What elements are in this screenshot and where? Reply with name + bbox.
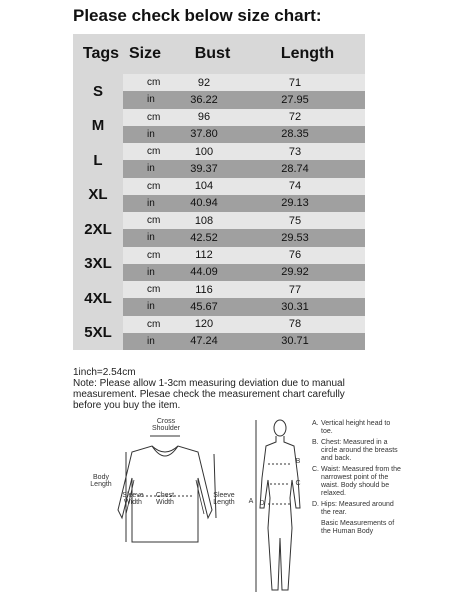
measurement-legend xyxy=(312,420,402,539)
length-cell: 72 xyxy=(288,111,302,124)
length-cell: 30.31 xyxy=(281,300,309,313)
length-cell: 28.74 xyxy=(281,162,309,175)
table-row xyxy=(123,281,365,298)
length-cell: 78 xyxy=(288,318,302,331)
unit-cell: in xyxy=(147,94,155,106)
size-group xyxy=(73,178,365,213)
human-body-icon xyxy=(250,418,310,598)
bust-cell: 120 xyxy=(194,318,214,331)
unit-cell: cm xyxy=(147,284,161,296)
length-cell: 71 xyxy=(288,76,302,89)
bust-cell: 104 xyxy=(194,180,214,193)
deviation-note-line-1: Note: Please allow 1-3cm measuring deviation due to manual xyxy=(73,378,345,389)
letter-a: A xyxy=(248,498,254,505)
bust-cell: 112 xyxy=(195,249,213,262)
size-tag: 5XL xyxy=(73,316,123,351)
unit-cell: cm xyxy=(147,215,161,227)
bust-cell: 44.09 xyxy=(190,266,218,279)
unit-cell: cm xyxy=(147,180,161,192)
bust-cell: 100 xyxy=(194,145,214,158)
header-bust: Bust xyxy=(194,45,231,62)
size-group xyxy=(73,212,365,247)
unit-cell: cm xyxy=(147,111,161,123)
table-row xyxy=(123,333,365,350)
letter-b: B xyxy=(295,458,301,465)
bust-cell: 36.22 xyxy=(190,93,218,106)
length-cell: 30.71 xyxy=(281,335,309,348)
size-tag: S xyxy=(73,74,123,109)
bust-cell: 108 xyxy=(194,214,214,227)
unit-cell: in xyxy=(147,197,155,209)
legend-item-c: C. Waist: Measured from the narrowest point of the waist. Body should be relaxed. xyxy=(312,466,401,497)
length-cell: 75 xyxy=(288,214,302,227)
size-chart-table xyxy=(73,34,365,350)
bust-cell: 47.24 xyxy=(190,335,218,348)
length-cell: 28.35 xyxy=(281,128,309,141)
unit-cell: in xyxy=(147,301,155,313)
size-tag: 2XL xyxy=(73,212,123,247)
deviation-note-line-2: measurement. Plesae check the measurement chart carefully xyxy=(73,389,345,400)
header-length: Length xyxy=(280,45,335,62)
size-tag: L xyxy=(73,143,123,178)
bust-cell: 40.94 xyxy=(190,197,218,210)
table-row xyxy=(123,178,365,195)
table-body xyxy=(73,74,365,350)
table-row xyxy=(123,91,365,108)
unit-cell: in xyxy=(147,335,155,347)
size-group xyxy=(73,109,365,144)
deviation-note-line-3: before you buy the item. xyxy=(73,400,181,411)
table-header xyxy=(73,34,365,74)
length-cell: 76 xyxy=(288,249,302,262)
page-title: Please check below size chart: xyxy=(73,6,322,25)
legend-item-d: D. Hips: Measured around the rear. xyxy=(312,501,394,516)
unit-cell: in xyxy=(147,163,155,175)
size-group xyxy=(73,74,365,109)
bust-cell: 39.37 xyxy=(190,162,218,175)
length-cell: 27.95 xyxy=(281,93,309,106)
length-cell: 29.13 xyxy=(281,197,309,210)
table-row xyxy=(123,247,365,264)
size-group xyxy=(73,143,365,178)
table-row xyxy=(123,195,365,212)
conversion-note: 1inch=2.54cm xyxy=(73,367,136,378)
table-row xyxy=(123,212,365,229)
notes xyxy=(73,367,373,411)
size-group xyxy=(73,316,365,351)
table-row xyxy=(123,264,365,281)
unit-cell: cm xyxy=(147,77,161,89)
garment-diagram xyxy=(90,418,240,588)
unit-cell: cm xyxy=(147,318,161,330)
letter-d: D xyxy=(259,500,265,507)
size-tag: 4XL xyxy=(73,281,123,316)
bust-cell: 96 xyxy=(197,111,211,124)
header-size: Size xyxy=(129,45,162,62)
table-row xyxy=(123,316,365,333)
size-tag: M xyxy=(73,109,123,144)
unit-cell: in xyxy=(147,232,155,244)
size-group xyxy=(73,281,365,316)
table-row xyxy=(123,160,365,177)
length-cell: 77 xyxy=(288,283,302,296)
chest-width-label: Chest Width xyxy=(155,492,175,506)
legend-caption: Basic Measurements of the Human Body xyxy=(321,520,395,535)
table-row xyxy=(123,74,365,91)
length-cell: 74 xyxy=(288,180,302,193)
length-cell: 29.53 xyxy=(281,231,309,244)
length-cell: 29.92 xyxy=(281,266,309,279)
size-group xyxy=(73,247,365,282)
legend-item-b: B. Chest: Measured in a circle around the breasts and back. xyxy=(312,439,398,462)
letter-c: C xyxy=(295,480,301,487)
bust-cell: 42.52 xyxy=(190,231,218,244)
length-cell: 73 xyxy=(288,145,302,158)
sleeve-width-label: Sleeve Width xyxy=(122,492,144,506)
body-length-label: Body Length xyxy=(90,474,112,488)
legend-item-a: A. Vertical height head to toe. xyxy=(312,420,391,435)
sleeve-length-label: Sleeve Length xyxy=(213,492,235,506)
table-row xyxy=(123,229,365,246)
body-diagram xyxy=(250,418,310,598)
bust-cell: 37.80 xyxy=(190,128,218,141)
header-tags: Tags xyxy=(82,45,120,62)
bust-cell: 45.67 xyxy=(190,300,218,313)
unit-cell: in xyxy=(147,128,155,140)
table-row xyxy=(123,298,365,315)
unit-cell: cm xyxy=(147,249,161,261)
size-tag: XL xyxy=(73,178,123,213)
table-row xyxy=(123,143,365,160)
bust-cell: 92 xyxy=(197,76,211,89)
size-tag: 3XL xyxy=(73,247,123,282)
cross-shoulder-label: Cross Shoulder xyxy=(151,418,181,432)
table-row xyxy=(123,109,365,126)
table-row xyxy=(123,126,365,143)
unit-cell: in xyxy=(147,266,155,278)
bust-cell: 116 xyxy=(195,283,213,296)
unit-cell: cm xyxy=(147,146,161,158)
